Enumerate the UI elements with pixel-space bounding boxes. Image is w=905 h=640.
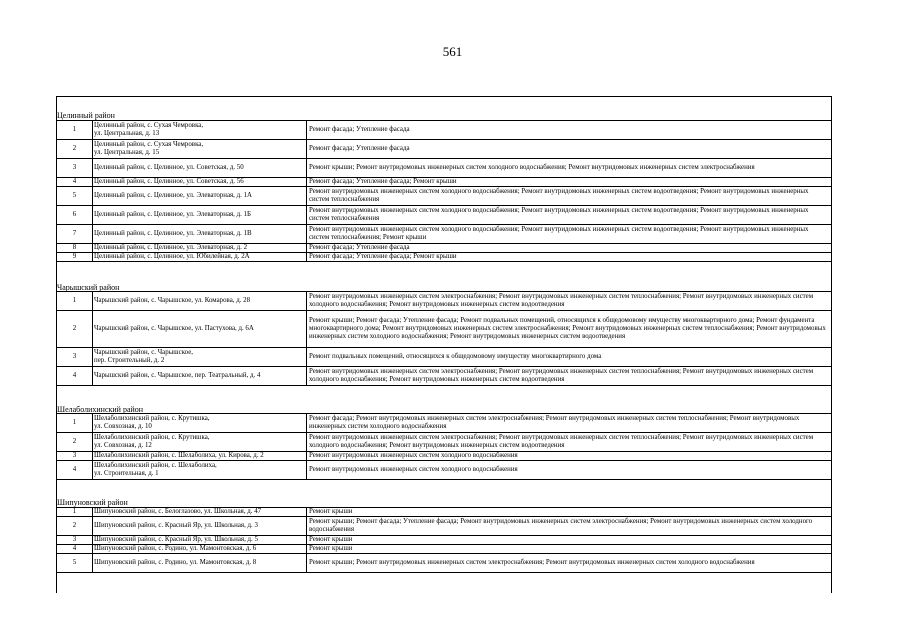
works-cell: Ремонт крыши; Ремонт внутридомовых инженерных систем холодного водоснабжения; Ремонт внутридомовых инженерных систем электроснабжения: [307, 159, 832, 178]
row-number: 3: [57, 452, 93, 461]
table-row: [57, 461, 832, 480]
row-number: 2: [57, 311, 93, 348]
district-table: [56, 413, 832, 480]
row-number: 4: [57, 178, 93, 187]
page-number: 561: [442, 44, 463, 59]
table-row: [57, 508, 832, 517]
works-cell: Ремонт внутридомовых инженерных систем электроснабжения; Ремонт внутридомовых инженерных систем теплоснабжения; Ремонт внутридомовых инженерных систем холодного водоснабжения; Ремонт внутридомовых инженерных систем водоотведения: [307, 433, 832, 452]
row-number: 5: [57, 187, 93, 206]
works-cell: Ремонт внутридомовых инженерных систем холодного водоснабжения; Ремонт внутридомовых инженерных систем водоотведения; Ремонт внутридомовых инженерных систем теплоснабжения: [307, 206, 832, 225]
works-cell: Ремонт фасада; Ремонт внутридомовых инженерных систем электроснабжения; Ремонт внутридомовых инженерных систем теплоснабжения; Ремонт внутридомовых инженерных систем холодного водоснабжения: [307, 414, 832, 433]
table-row: [57, 545, 832, 554]
table-row: [57, 536, 832, 545]
address-cell: Чарышский район, с. Чарышское, ул. Комарова, д. 28: [93, 292, 307, 311]
works-cell: Ремонт крыши: [307, 536, 832, 545]
row-number: 3: [57, 348, 93, 367]
works-cell: Ремонт крыши; Ремонт фасада; Утепление фасада; Ремонт подвальных помещений, относящихся к общедомовому имуществу многоквартирного дома; Ремонт фундамента многоквартирного дома; Ремонт внутридомовых инженерных систем электроснабжения; Ремонт внутридомовых инженерных систем теплоснабжения; Ремонт внутридомовых инженерных систем холодного водоснабжения; Ремонт внутридомовых инженерных систем водоотведения: [307, 311, 832, 348]
address-cell: Целинный район, с. Целинное, ул. Элеваторная, д. 1В: [93, 225, 307, 244]
table-row: [57, 433, 832, 452]
address-cell: Целинный район, с. Целинное, ул. Юбилейная, д. 2А: [93, 253, 307, 262]
table-row: [57, 311, 832, 348]
table-row: [57, 206, 832, 225]
table-row: [57, 452, 832, 461]
table-row: [57, 225, 832, 244]
address-cell: Целинный район, с. Целинное, ул. Советская, д. 56: [93, 178, 307, 187]
works-cell: Ремонт фасада; Утепление фасада; Ремонт крыши: [307, 178, 832, 187]
address-cell: Шипуновский район, с. Родино, ул. Мамонтовская, д. 8: [93, 554, 307, 573]
address-cell: Целинный район, с. Сухая Чемровка, ул. Центральная, д. 13: [93, 121, 307, 140]
row-number: 3: [57, 159, 93, 178]
address-cell: Шелаболихинский район, с. Крутишка, ул. Совхозная, д. 12: [93, 433, 307, 452]
address-cell: Шипуновский район, с. Родино, ул. Мамонтовская, д. 6: [93, 545, 307, 554]
table-row: [57, 140, 832, 159]
works-cell: Ремонт подвальных помещений, относящихся к общедомовому имуществу многоквартирного дома: [307, 348, 832, 367]
row-number: 1: [57, 292, 93, 311]
row-number: 3: [57, 536, 93, 545]
district-table: [56, 291, 832, 386]
address-cell: Шелаболихинский район, с. Крутишка, ул. Совхозная, д. 10: [93, 414, 307, 433]
address-cell: Целинный район, с. Целинное, ул. Элеваторная, д. 1Б: [93, 206, 307, 225]
row-number: 8: [57, 244, 93, 253]
table-row: [57, 517, 832, 536]
works-cell: Ремонт фасада; Утепление фасада: [307, 140, 832, 159]
row-number: 7: [57, 225, 93, 244]
district-title: Шелаболихинский район: [57, 405, 144, 414]
row-number: 4: [57, 461, 93, 480]
works-cell: Ремонт крыши; Ремонт внутридомовых инженерных систем электроснабжения; Ремонт внутридомовых инженерных систем холодного водоснабжения: [307, 554, 832, 573]
row-number: 2: [57, 433, 93, 452]
address-cell: Целинный район, с. Сухая Чемровка, ул. Центральная, д. 15: [93, 140, 307, 159]
address-cell: Целинный район, с. Целинное, ул. Элеваторная, д. 2: [93, 244, 307, 253]
table-row: [57, 348, 832, 367]
district-title: Шипуновский район: [57, 498, 128, 507]
row-number: 4: [57, 367, 93, 386]
works-cell: Ремонт фасада; Утепление фасада; Ремонт крыши: [307, 253, 832, 262]
address-cell: Чарышский район, с. Чарышское, пер. Строительный, д. 2: [93, 348, 307, 367]
table-row: [57, 187, 832, 206]
address-cell: Целинный район, с. Целинное, ул. Советская, д. 50: [93, 159, 307, 178]
district-title: Чарышский район: [57, 283, 120, 292]
table-row: [57, 178, 832, 187]
address-cell: Шелаболихинский район, с. Шелаболиха, ул. Кирова, д. 2: [93, 452, 307, 461]
address-cell: Шипуновский район, с. Красный Яр, ул. Школьная, д. 3: [93, 517, 307, 536]
address-cell: Шелаболихинский район, с. Шелаболиха, ул. Строительная, д. 1: [93, 461, 307, 480]
district-table: [56, 120, 832, 262]
works-cell: Ремонт крыши; Ремонт фасада; Утепление фасада; Ремонт внутридомовых инженерных систем электроснабжения; Ремонт внутридомовых инженерных систем холодного водоснабжения: [307, 517, 832, 536]
works-cell: Ремонт внутридомовых инженерных систем электроснабжения; Ремонт внутридомовых инженерных систем теплоснабжения; Ремонт внутридомовых инженерных систем холодного водоснабжения; Ремонт внутридомовых инженерных систем водоотведения: [307, 292, 832, 311]
works-cell: Ремонт фасада; Утепление фасада: [307, 244, 832, 253]
row-number: 2: [57, 140, 93, 159]
row-number: 1: [57, 414, 93, 433]
row-number: 2: [57, 517, 93, 536]
works-cell: Ремонт фасада; Утепление фасада: [307, 121, 832, 140]
row-number: 6: [57, 206, 93, 225]
address-cell: Шипуновский район, с. Красный Яр, ул. Школьная, д. 5: [93, 536, 307, 545]
row-number: 5: [57, 554, 93, 573]
table-row: [57, 121, 832, 140]
table-row: [57, 367, 832, 386]
table-row: [57, 244, 832, 253]
table-row: [57, 253, 832, 262]
works-cell: Ремонт внутридомовых инженерных систем холодного водоснабжения; Ремонт внутридомовых инженерных систем водоотведения; Ремонт внутридомовых инженерных систем теплоснабжения; Ремонт крыши: [307, 225, 832, 244]
row-number: 4: [57, 545, 93, 554]
table-row: [57, 414, 832, 433]
works-cell: Ремонт внутридомовых инженерных систем холодного водоснабжения; Ремонт внутридомовых инженерных систем водоотведения; Ремонт внутридомовых инженерных систем теплоснабжения: [307, 187, 832, 206]
works-cell: Ремонт внутридомовых инженерных систем холодного водоснабжения: [307, 452, 832, 461]
address-cell: Чарышский район, с. Чарышское, пер. Театральный, д. 4: [93, 367, 307, 386]
table-row: [57, 292, 832, 311]
works-cell: Ремонт крыши: [307, 545, 832, 554]
address-cell: Целинный район, с. Целинное, ул. Элеваторная, д. 1А: [93, 187, 307, 206]
row-number: 1: [57, 508, 93, 517]
address-cell: Шипуновский район, с. Белоглазово, ул. Школьная, д. 47: [93, 508, 307, 517]
table-row: [57, 159, 832, 178]
row-number: 9: [57, 253, 93, 262]
works-cell: Ремонт крыши: [307, 508, 832, 517]
address-cell: Чарышский район, с. Чарышское, ул. Пастухова, д. 6А: [93, 311, 307, 348]
works-cell: Ремонт внутридомовых инженерных систем электроснабжения; Ремонт внутридомовых инженерных систем теплоснабжения; Ремонт внутридомовых инженерных систем холодного водоснабжения; Ремонт внутридомовых инженерных систем водоотведения: [307, 367, 832, 386]
district-title: Целинный район: [57, 111, 115, 120]
table-row: [57, 554, 832, 573]
row-number: 1: [57, 121, 93, 140]
works-cell: Ремонт внутридомовых инженерных систем холодного водоснабжения: [307, 461, 832, 480]
district-table: [56, 507, 832, 573]
